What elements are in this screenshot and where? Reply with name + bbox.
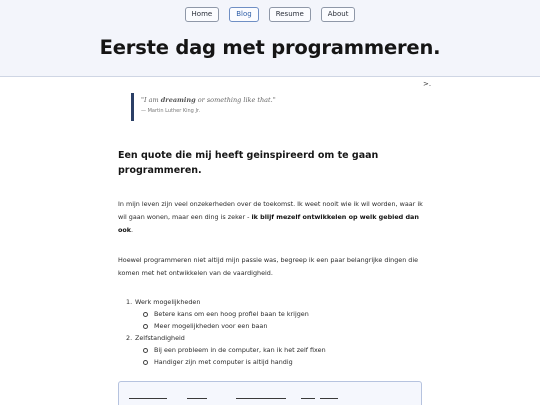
list-item-label: Zelfstandigheid: [135, 334, 185, 342]
code-line: [320, 398, 338, 399]
sub-list-item: [126, 308, 426, 320]
sub-list-item-label: Handiger zijn met computer is altijd handig: [154, 358, 293, 366]
code-block: [118, 381, 422, 405]
paragraph-passion: Hoewel programmeren niet altijd mijn passie was, begreep ik een paar belangrijke dingen die komen met het ontwikkelen van de vaardigheid.: [118, 256, 419, 277]
circle-bullet-icon: [143, 348, 148, 353]
sub-list-item: [126, 356, 426, 368]
quote-text: [141, 96, 391, 104]
circle-bullet-icon: [143, 324, 148, 329]
sub-list-item: [126, 320, 426, 332]
nav-about-button[interactable]: About: [321, 7, 356, 22]
list-item: [126, 296, 426, 308]
quote-block: [131, 93, 391, 121]
list-item-label: Werk mogelijkheden: [135, 298, 201, 306]
sub-list-item-label: Betere kans om een hoog profiel baan te krijgen: [154, 310, 309, 318]
code-line: [129, 398, 167, 399]
paragraph-future-text: In mijn leven zijn veel onzekerheden over de toekomst. Ik weet nooit wie ik wil worden, waar ik wil gaan wonen, maar een ding is zeker -: [118, 200, 423, 221]
nav-home-button[interactable]: Home: [185, 7, 220, 22]
sub-list-item-label: Bij een probleem in de computer, kan ik het zelf fixen: [154, 346, 326, 354]
page-title: Eerste dag met programmeren.: [99, 36, 441, 59]
quote-suffix: or something like that.": [195, 96, 276, 104]
quote-prefix: "I am: [141, 96, 161, 104]
page-header: [0, 0, 540, 77]
sub-list-item-label: Meer mogelijkheden voor een baan: [154, 322, 268, 330]
code-line: [236, 398, 286, 399]
circle-bullet-icon: [143, 360, 148, 365]
nav-blog-button[interactable]: Blog: [229, 7, 258, 22]
sub-list-item: [126, 344, 426, 356]
code-line: [301, 398, 315, 399]
section-heading: Een quote die mij heeft geinspireerd om te gaan programmeren.: [118, 150, 379, 176]
paragraph-future: [118, 198, 428, 237]
nav-resume-button[interactable]: Resume: [269, 7, 311, 22]
list-number: 2.: [126, 334, 133, 342]
stray-text: >.: [423, 80, 432, 88]
circle-bullet-icon: [143, 312, 148, 317]
list-number: 1.: [126, 298, 133, 306]
list-item: [126, 332, 426, 344]
quote-emphasis: dreaming: [160, 96, 196, 104]
paragraph-future-end: .: [131, 226, 134, 234]
paragraph-future-bold: ik blijf mezelf ontwikkelen op welk gebied dan ook: [118, 213, 419, 234]
reasons-list: [126, 296, 426, 368]
top-nav: [0, 7, 540, 22]
code-line: [187, 398, 207, 399]
quote-citation: — Martin Luther King Jr.: [141, 108, 201, 114]
